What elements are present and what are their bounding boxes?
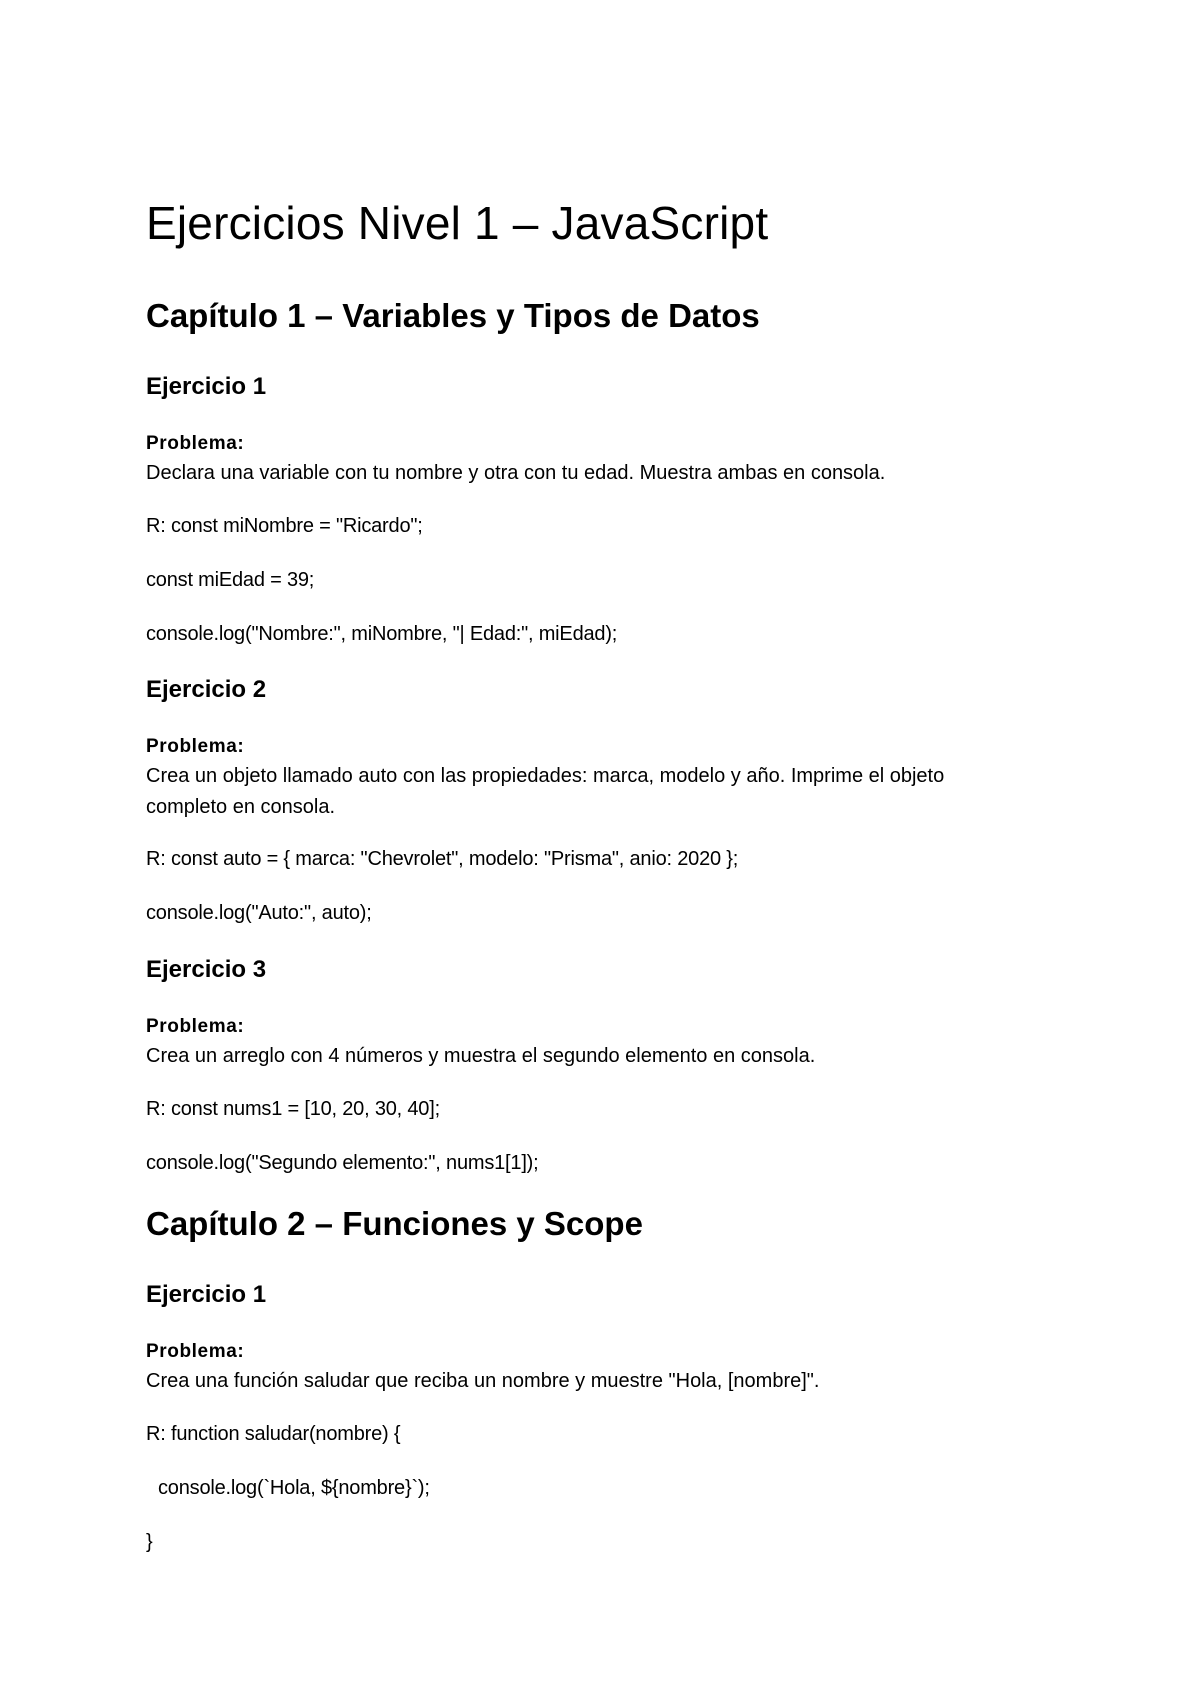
chapter-1-exercise-1-problem-label: Problema:	[146, 433, 245, 454]
chapter-1-exercise-2-title: Ejercicio 2	[146, 676, 267, 703]
chapter-1-exercise-2-problem-text: Crea un objeto llamado auto con las propiedades: marca, modelo y año. Imprime el objeto completo en consola.	[146, 765, 945, 818]
chapter-2-exercise-1-problem-label: Problema:	[146, 1341, 245, 1362]
chapter-1-exercise-1-answer-line-1: R: const miNombre = "Ricardo";	[146, 515, 423, 537]
chapter-2-exercise-1-answer-line-2: console.log(`Hola, ${nombre}`);	[158, 1477, 430, 1499]
chapter-1-exercise-1-answer-line-2: const miEdad = 39;	[146, 569, 315, 591]
chapter-2-exercise-1-answer-line-1: R: function saludar(nombre) {	[146, 1423, 401, 1445]
chapter-1-title: Capítulo 1 – Variables y Tipos de Datos	[146, 297, 760, 334]
chapter-1-exercise-3-answer-line-1: R: const nums1 = [10, 20, 30, 40];	[146, 1098, 440, 1120]
chapter-1-exercise-3-problem-label: Problema:	[146, 1016, 245, 1037]
chapter-1-exercise-3-title: Ejercicio 3	[146, 956, 267, 983]
chapter-1-exercise-2-answer-line-1: R: const auto = { marca: "Chevrolet", modelo: "Prisma", anio: 2020 };	[146, 848, 739, 870]
chapter-1-exercise-1-title: Ejercicio 1	[146, 373, 267, 400]
chapter-2-exercise-1-problem-text: Crea una función saludar que reciba un nombre y muestre "Hola, [nombre]".	[146, 1370, 820, 1392]
chapter-1-exercise-1-answer-line-3: console.log("Nombre:", miNombre, "| Edad:", miEdad);	[146, 623, 618, 645]
chapter-1-exercise-2-answer-line-2: console.log("Auto:", auto);	[146, 902, 372, 924]
chapter-1-exercise-2-problem-label: Problema:	[146, 736, 245, 757]
chapter-2-exercise-1-title: Ejercicio 1	[146, 1281, 267, 1308]
document-title: Ejercicios Nivel 1 – JavaScript	[146, 197, 769, 249]
chapter-2-title: Capítulo 2 – Funciones y Scope	[146, 1205, 643, 1242]
chapter-1-exercise-1-problem-text: Declara una variable con tu nombre y otra con tu edad. Muestra ambas en consola.	[146, 462, 886, 484]
chapter-1-exercise-3-answer-line-2: console.log("Segundo elemento:", nums1[1]);	[146, 1152, 539, 1174]
chapter-1-exercise-3-problem-text: Crea un arreglo con 4 números y muestra el segundo elemento en consola.	[146, 1045, 816, 1067]
chapter-2-exercise-1-answer-line-3: }	[146, 1531, 153, 1553]
